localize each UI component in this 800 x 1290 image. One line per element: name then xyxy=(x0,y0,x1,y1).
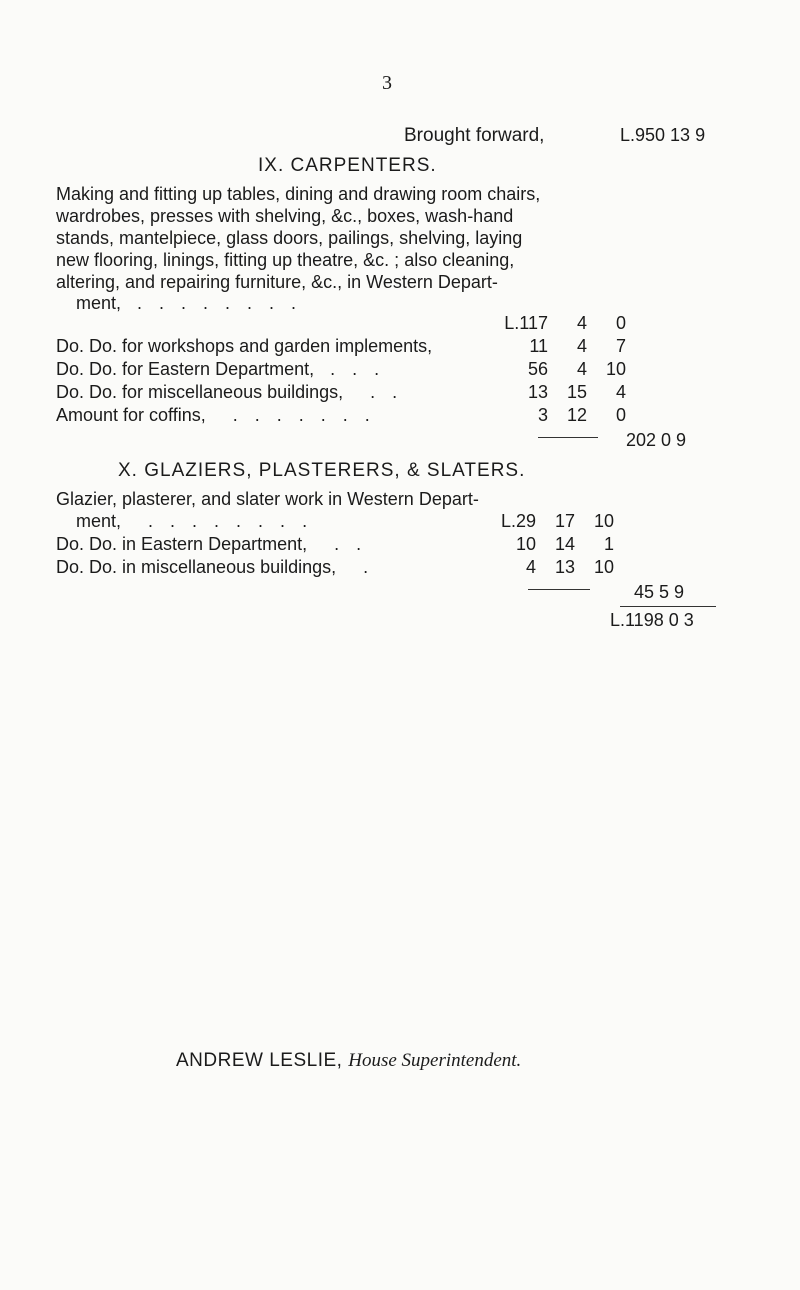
dot-leader: . . xyxy=(312,534,368,554)
amount-pence: 10 xyxy=(605,359,626,379)
carpenters-description xyxy=(56,183,636,293)
dot-leader: . . . . . . . . xyxy=(126,511,314,531)
amount-pence: 7 xyxy=(615,336,626,356)
glaziers-description: Glazier, plasterer, and slater work in Western Depart- xyxy=(56,489,479,509)
subtotal-rule xyxy=(538,437,598,438)
amount-shillings: 14 xyxy=(554,534,575,554)
amount-shillings: 13 xyxy=(554,557,575,577)
dot-leader: . . . . . . . xyxy=(210,405,376,425)
section-total-carpenters: 202 0 9 xyxy=(626,430,687,450)
amount-pence: 0 xyxy=(615,313,626,333)
grand-total: L.1198 0 3 xyxy=(610,610,694,630)
amount-pounds: L.117 xyxy=(504,313,548,333)
description-line-last xyxy=(76,511,313,532)
item-row-label xyxy=(56,359,385,380)
signature-title: House Superintendent. xyxy=(348,1050,522,1071)
amount-pounds: 10 xyxy=(515,534,536,554)
section-total-glaziers: 45 5 9 xyxy=(634,582,685,602)
item-row-label xyxy=(56,557,374,578)
subtotal-rule xyxy=(528,589,590,590)
amount-pence: 10 xyxy=(593,511,614,531)
page-number: 3 xyxy=(382,72,392,94)
amount-pounds: 13 xyxy=(527,382,548,402)
brought-forward-amount: L.950 13 9 xyxy=(620,125,706,145)
amount-pence: 1 xyxy=(603,534,614,554)
description-line: Making and fitting up tables, dining and drawing room chairs, xyxy=(56,184,541,204)
item-label-text: Do. Do. in Eastern Department, xyxy=(56,534,308,554)
item-row-label: Do. Do. for workshops and garden implements, xyxy=(56,336,433,356)
description-last-word: ment, xyxy=(76,293,122,313)
dot-leader: . . . xyxy=(319,359,386,379)
signature xyxy=(176,1050,521,1072)
amount-pounds: 11 xyxy=(529,336,548,356)
item-label-text: Amount for coffins, xyxy=(56,405,206,425)
dot-leader: . xyxy=(341,557,375,577)
brought-forward-label: Brought forward, xyxy=(404,125,545,146)
amount-shillings: 12 xyxy=(566,405,587,425)
amount-pounds: 56 xyxy=(527,359,548,379)
amount-shillings: 4 xyxy=(576,336,587,356)
description-line: altering, and repairing furniture, &c., in Western Depart- xyxy=(56,272,498,292)
description-line: new flooring, linings, fitting up theatre, &c. ; also cleaning, xyxy=(56,250,515,270)
item-label-text: Do. Do. for Eastern Department, xyxy=(56,359,315,379)
description-last-word: ment, xyxy=(76,511,122,531)
item-label-text: Do. Do. for miscellaneous buildings, xyxy=(56,382,344,402)
amount-shillings: 4 xyxy=(576,313,587,333)
amount-pence: 4 xyxy=(615,382,626,402)
item-row-label xyxy=(56,405,376,426)
amount-shillings: 4 xyxy=(576,359,587,379)
description-line: wardrobes, presses with shelving, &c., boxes, wash-hand xyxy=(56,206,514,226)
amount-pence: 10 xyxy=(593,557,614,577)
dot-leader: . . xyxy=(348,382,404,402)
item-label-text: Do. Do. in miscellaneous buildings, xyxy=(56,557,337,577)
amount-pounds: 4 xyxy=(525,557,536,577)
grand-total-rule xyxy=(620,606,716,607)
signature-name: ANDREW LESLIE, xyxy=(176,1050,343,1071)
item-row-label xyxy=(56,534,367,555)
amount-pounds: 3 xyxy=(537,405,548,425)
description-line: stands, mantelpiece, glass doors, pailings, shelving, laying xyxy=(56,228,523,248)
amount-shillings: 15 xyxy=(566,382,587,402)
dot-leader: . . . . . . . . xyxy=(126,293,303,313)
section-heading-carpenters: IX. CARPENTERS. xyxy=(258,155,437,176)
amount-pounds: L.29 xyxy=(500,511,536,531)
description-line-last xyxy=(76,293,302,314)
amount-pence: 0 xyxy=(615,405,626,425)
amount-shillings: 17 xyxy=(554,511,575,531)
item-row-label xyxy=(56,382,403,403)
section-heading-glaziers: X. GLAZIERS, PLASTERERS, & SLATERS. xyxy=(118,460,526,481)
